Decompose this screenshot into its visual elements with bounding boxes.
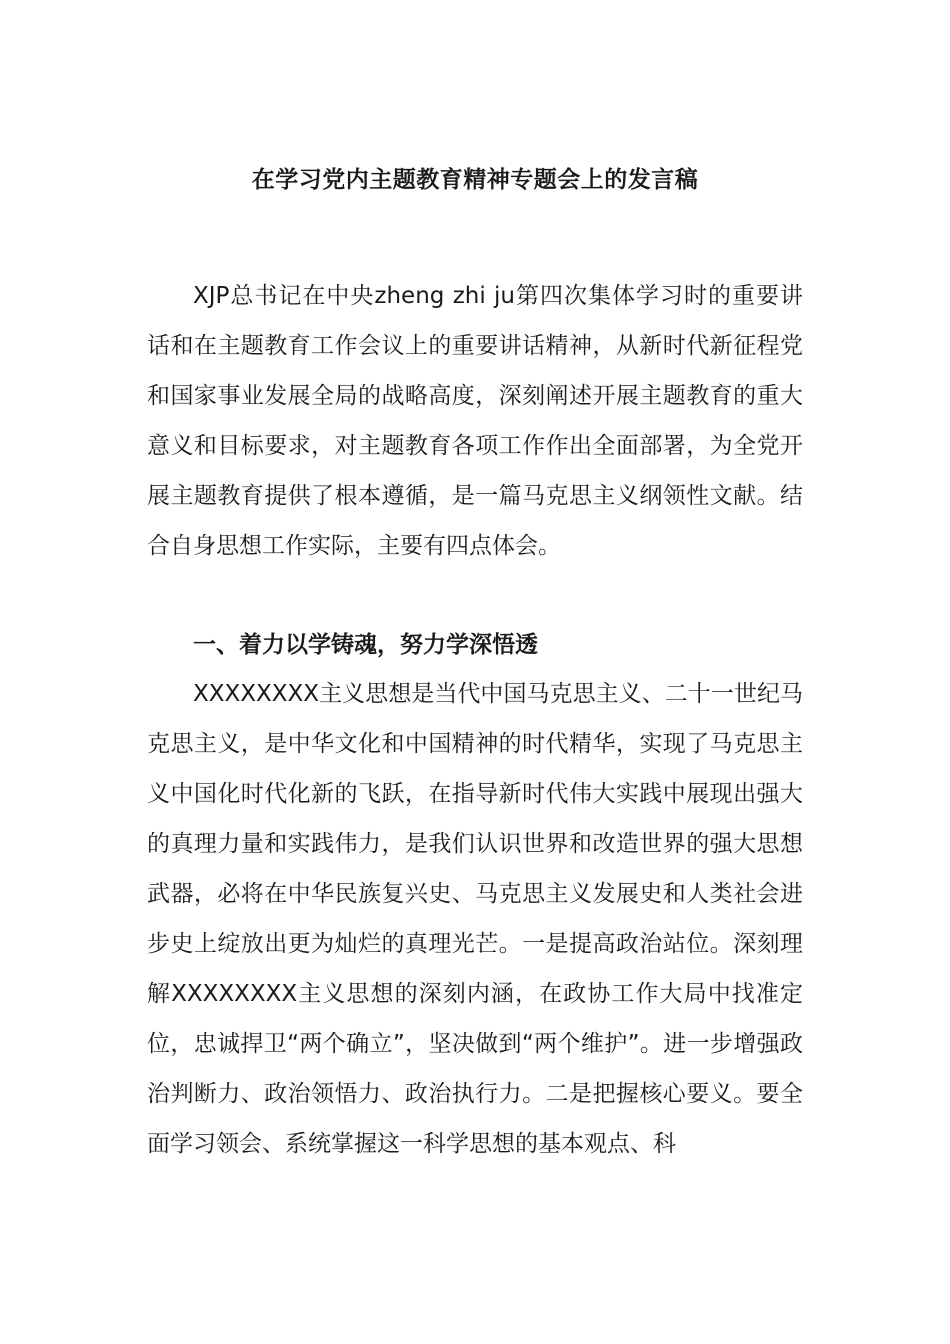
intro-paragraph: XJP总书记在中央zheng zhi ju第四次集体学习时的重要讲话和在主题教育工作会议上的重要讲话精神，从新时代新征程党和国家事业发展全局的战略高度，深刻阐述开展主题教育的重大意义和目标要求，对主题教育各项工作作出全面部署，为全党开展主题教育提供了根本遵循，是一篇马克思主义纲领性文献。结合自身思想工作实际，主要有四点体会。 [147, 283, 803, 559]
section-1-paragraph: XXXXXXXX主义思想是当代中国马克思主义、二十一世纪马克思主义，是中华文化和中国精神的时代精华，实现了马克思主义中国化时代化新的飞跃，在指导新时代伟大实践中展现出强大的真理力量和实践伟力，是我们认识世界和改造世界的强大思想武器，必将在中华民族复兴史、马克思主义发展史和人类社会进步史上绽放出更为灿烂的真理光芒。一是提高政治站位。深刻理解XXXXXXXX主义思想的深刻内涵，在政协工作大局中找准定位，忠诚捍卫“两个确立”，坚决做到“两个维护”。进一步增强政治判断力、政治领悟力、政治执行力。二是把握核心要义。要全面学习领会、系统掌握这一科学思想的基本观点、科 [147, 681, 803, 1157]
document-title: 在学习党内主题教育精神专题会上的发言稿 [251, 167, 699, 193]
section-heading-1: 一、着力以学铸魂，努力学深悟透 [193, 632, 538, 658]
